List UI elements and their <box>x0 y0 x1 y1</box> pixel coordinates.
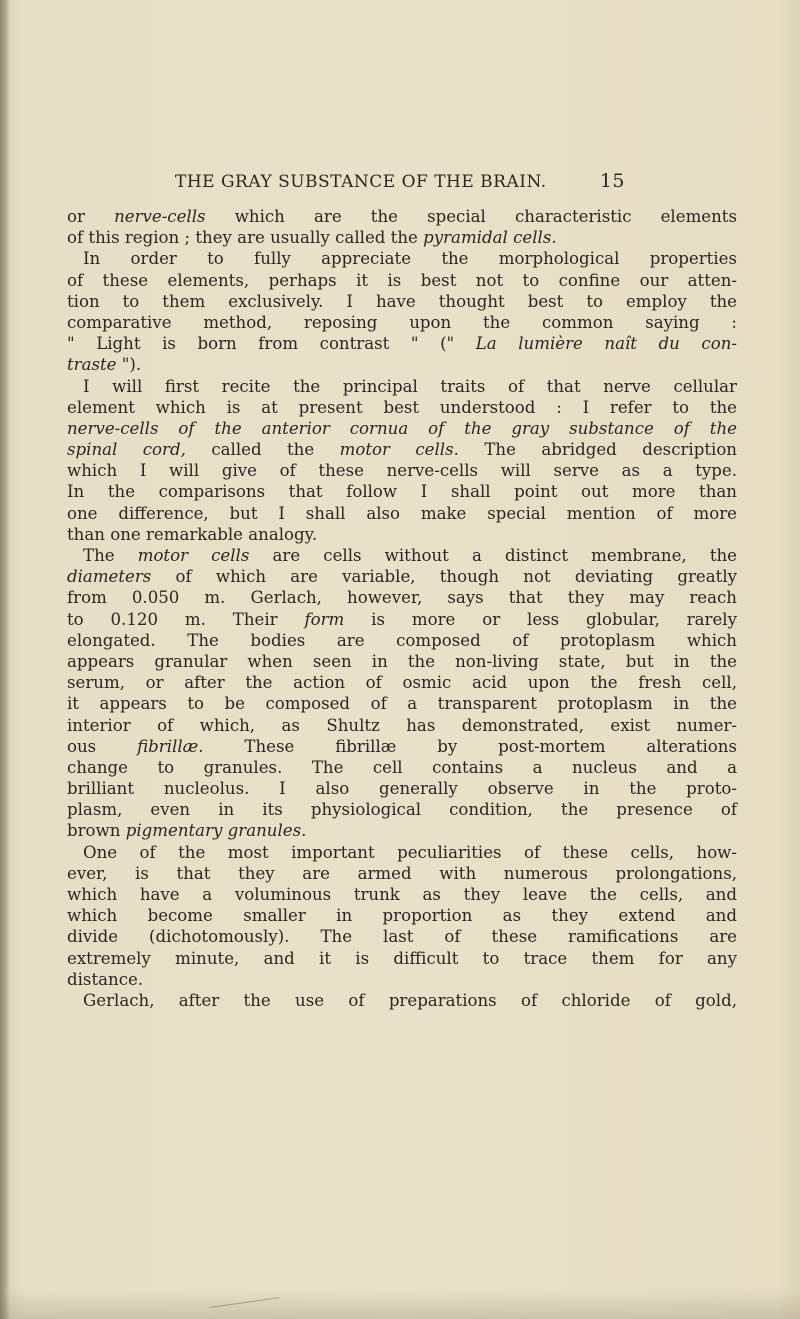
text-line <box>67 333 737 354</box>
text-run: " Light is born from contrast " (" <box>67 334 476 354</box>
text-line <box>67 905 737 926</box>
italic-run: pigmentary granules. <box>125 821 307 841</box>
text-line <box>67 354 737 375</box>
text-run: are cells without a distinct membrane, the <box>249 546 737 565</box>
text-run: of which are variable, though not deviating greatly <box>151 567 737 587</box>
text-line <box>67 842 737 863</box>
italic-run: motor cells. <box>339 440 459 460</box>
text-line <box>67 545 737 566</box>
text-line <box>67 630 737 651</box>
text-line <box>67 926 737 947</box>
text-run: elongated. The bodies are composed of protoplasm which <box>67 630 737 650</box>
text-run: One of the most important peculiarities of these cells, how- <box>83 842 737 862</box>
text-line <box>67 587 737 608</box>
text-line <box>67 863 737 884</box>
running-head: THE GRAY SUBSTANCE OF THE BRAIN. <box>175 172 547 192</box>
text-run: of these elements, perhaps it is best not to confine our atten- <box>67 270 737 290</box>
text-run: called the <box>185 440 340 460</box>
text-run: than one remarkable analogy. <box>67 524 318 544</box>
text-line <box>67 227 737 248</box>
text-run: The abridged description <box>458 440 737 460</box>
italic-run: form <box>304 609 345 629</box>
text-run: tion to them exclusively. I have thought best to employ the <box>67 291 737 311</box>
text-line <box>67 206 737 227</box>
text-run: change to granules. The cell contains a nucleus and a <box>67 757 737 777</box>
text-line <box>67 990 737 1011</box>
text-run: ever, is that they are armed with numerous prolongations, <box>67 863 737 883</box>
text-run: comparative method, reposing upon the common saying : <box>67 312 737 332</box>
text-line <box>67 481 737 502</box>
text-run: which become smaller in proportion as they extend and <box>67 906 737 926</box>
text-line <box>67 418 737 439</box>
italic-run: diameters <box>67 567 152 587</box>
italic-run: motor cells <box>137 546 250 565</box>
page-header <box>175 170 625 196</box>
text-line <box>67 651 737 672</box>
text-run: divide (dichotomously). The last of these ramifications are <box>67 927 737 947</box>
text-line <box>67 820 737 841</box>
text-run: I will first recite the principal traits of that nerve cellular <box>83 376 737 396</box>
text-line <box>67 248 737 269</box>
text-run: brilliant nucleolus. I also generally observe in the proto- <box>67 779 737 799</box>
italic-run: fibrillæ. <box>137 736 204 756</box>
text-run: appears granular when seen in the non-living state, but in the <box>67 651 737 671</box>
text-run: to 0.120 m. Their <box>67 609 305 629</box>
text-line <box>67 376 737 397</box>
text-run: In the comparisons that follow I shall point out more than <box>67 482 737 502</box>
text-line <box>67 566 737 587</box>
text-run: which I will give of these nerve-cells will serve as a type. <box>67 461 737 481</box>
text-line <box>67 312 737 333</box>
text-run: distance. <box>67 969 144 989</box>
text-line <box>67 503 737 524</box>
text-run: "). <box>116 355 142 375</box>
italic-run: nerve-cells of the anterior cornua of the gray substance of the <box>67 418 737 438</box>
text-run: Gerlach, after the use of preparations of chloride of gold, <box>83 990 737 1010</box>
text-line <box>67 524 737 545</box>
text-line <box>67 778 737 799</box>
page-number: 15 <box>599 170 625 192</box>
text-line <box>67 799 737 820</box>
text-run: These fibrillæ by post-mortem alterations <box>203 736 738 756</box>
text-line <box>67 693 737 714</box>
text-line <box>67 969 737 990</box>
text-run: brown <box>67 821 126 841</box>
text-line <box>67 884 737 905</box>
text-run: from 0.050 m. Gerlach, however, says that they may reach <box>67 588 737 608</box>
text-run: which have a voluminous trunk as they leave the cells, and <box>67 885 737 904</box>
text-line <box>67 609 737 630</box>
text-run: serum, or after the action of osmic acid upon the fresh cell, <box>67 673 737 693</box>
text-run: or <box>67 207 115 226</box>
text-run: plasm, even in its physiological condition, the presence of <box>67 800 737 820</box>
text-line <box>67 460 737 481</box>
page-binding-edge <box>0 0 10 1319</box>
italic-run: nerve-cells <box>114 207 206 226</box>
italic-run: La lumière naît du con- <box>475 334 737 354</box>
text-run: The <box>83 546 138 565</box>
text-run: which are the special characteristic elements <box>205 207 737 226</box>
text-line <box>67 439 737 460</box>
text-line <box>67 715 737 736</box>
body-text <box>67 206 737 1011</box>
text-line <box>67 672 737 693</box>
text-run: is more or less globular, rarely <box>344 609 737 629</box>
text-run: of this region ; they are usually called the <box>67 228 424 248</box>
text-line <box>67 757 737 778</box>
italic-run: traste <box>67 355 117 375</box>
text-line <box>67 291 737 312</box>
text-run: extremely minute, and it is difficult to trace them for any <box>67 948 737 968</box>
italic-run: spinal cord, <box>67 440 186 460</box>
text-run: one difference, but I shall also make special mention of more <box>67 503 737 523</box>
text-line <box>67 948 737 969</box>
text-run: interior of which, as Shultz has demonstrated, exist numer- <box>67 715 737 735</box>
text-line <box>67 397 737 418</box>
text-run: In order to fully appreciate the morphological properties <box>83 249 737 269</box>
italic-run: pyramidal cells. <box>423 228 557 248</box>
text-line <box>67 270 737 291</box>
text-run: ous <box>67 736 138 756</box>
text-run: it appears to be composed of a transparent protoplasm in the <box>67 694 737 714</box>
text-run: element which is at present best understood : I refer to the <box>67 397 737 417</box>
page-bottom-shadow <box>0 1289 800 1319</box>
text-line <box>67 736 737 757</box>
